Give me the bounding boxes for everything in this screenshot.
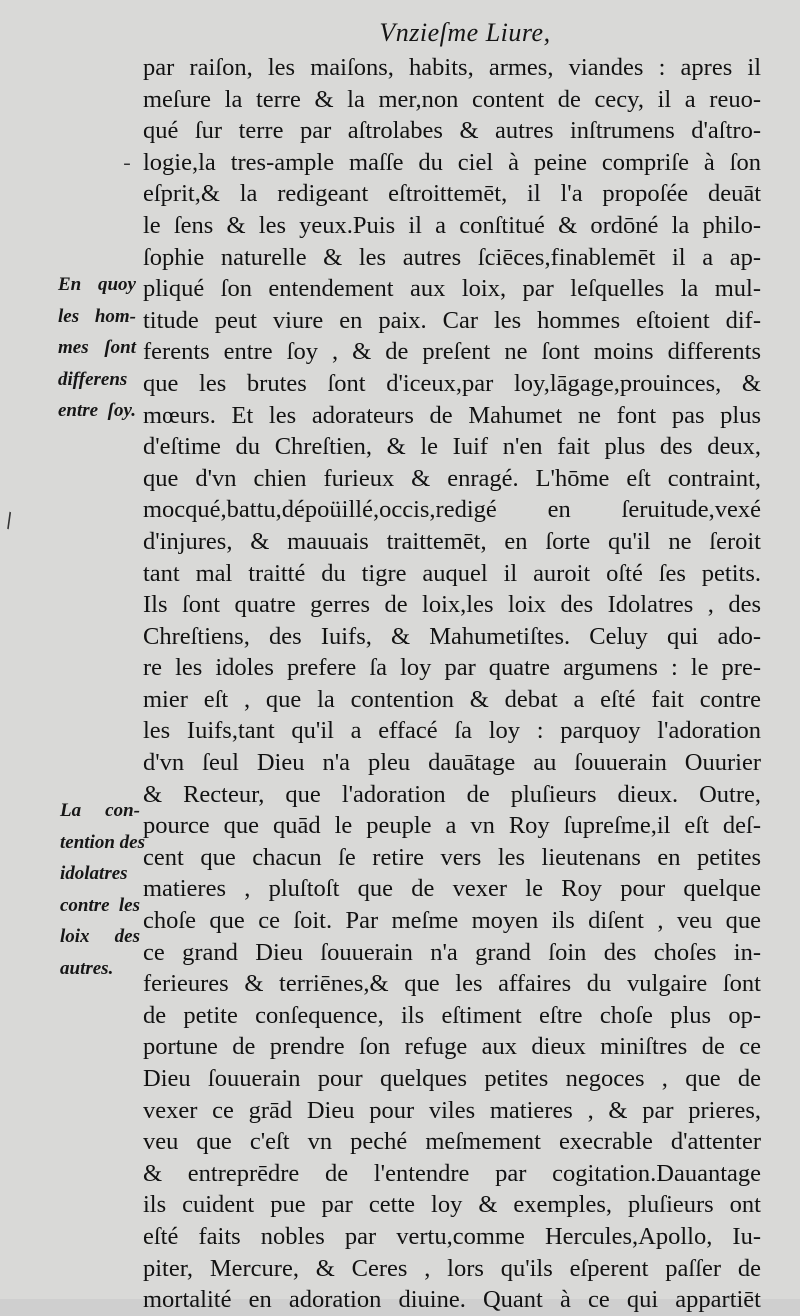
text-line: re les idoles prefere ſa loy par quatre argumens : le pre- <box>143 654 761 682</box>
margin-note-line: autres. <box>60 957 114 979</box>
margin-note-line: mes ſont <box>58 337 136 359</box>
text-line: tant mal traitté du tigre auquel il auroit oſté ſes petits. <box>143 559 761 587</box>
text-line: eſté faits nobles par vertu,comme Hercules,Apollo, Iu- <box>143 1222 761 1250</box>
margin-note-line: tention des <box>60 831 145 853</box>
margin-note-2 <box>60 795 145 985</box>
text-line: de petite conſequence, ils eſtiment eſtre choſe plus op- <box>143 1001 761 1029</box>
text-line: par raiſon, les maiſons, habits, armes, viandes : apres il <box>143 54 761 81</box>
text-line: choſe que ce ſoit. Par meſme moyen ils diſent , veu que <box>143 907 761 935</box>
text-line: cent que chacun ſe retire vers les lieutenans en petites <box>143 843 761 871</box>
text-line: que les brutes ſont d'iceux,par loy,lāgage,prouinces, & <box>143 369 761 397</box>
text-line: veu que c'eſt vn peché meſmement execrable d'attenter <box>143 1128 761 1156</box>
text-line: matieres , pluſtoſt que de vexer le Roy pour quelque <box>143 875 761 903</box>
text-line: ils cuident pue par cette loy & exemples, pluſieurs ont <box>143 1191 761 1219</box>
text-line: Ils ſont quatre gerres de loix,les loix des Idolatres , des <box>143 591 761 619</box>
text-line: ferieures & terriēnes,& que les affaires du vulgaire ſont <box>143 970 761 998</box>
margin-note-line: les hom- <box>58 305 136 327</box>
margin-note-line: loix des <box>60 926 140 948</box>
text-line: mocqué,battu,dépoüillé,occis,redigé en ſeruitude,vexé <box>143 496 761 524</box>
text-line: mortalité en adoration diuine. Quant à ce qui appartiēt <box>143 1286 761 1314</box>
text-line: mier eſt , que la contention & debat a eſté fait contre <box>143 685 761 713</box>
ink-mark-icon: \ <box>1 507 18 533</box>
running-title: Vnzieſme Liure, <box>379 18 551 47</box>
text-line: que d'vn chien furieux & enragé. L'hōme eſt contraint, <box>143 464 761 492</box>
text-line: logie,la tres-ample maſſe du ciel à peine compriſe à ſon <box>143 148 761 176</box>
margin-note-line: idolatres <box>60 863 128 885</box>
text-line: ce grand Dieu ſouuerain n'a grand ſoin des choſes in- <box>143 938 761 966</box>
text-line: ferents entre ſoy , & de preſent ne ſont moins differents <box>143 338 761 366</box>
text-line: mœurs. Et les adorateurs de Mahumet ne font pas plus <box>143 401 761 429</box>
text-line: portune de prendre ſon refuge aux dieux miniſtres de ce <box>143 1033 761 1061</box>
margin-note-line: entre ſoy. <box>58 400 136 422</box>
text-line: pource que quād le peuple a vn Roy ſupreſme,il eſt deſ- <box>143 812 761 840</box>
ink-mark-icon: ˉ <box>122 160 132 184</box>
text-line: d'eſtime du Chreſtien, & le Iuif n'en fait plus des deux, <box>143 433 761 461</box>
margin-note-line: En quoy <box>58 274 136 295</box>
text-line: vexer ce grād Dieu pour viles matieres , & par prieres, <box>143 1096 761 1124</box>
text-line: Chreſtiens, des Iuifs, & Mahumetiſtes. Celuy qui ado- <box>143 622 761 650</box>
text-line: & entreprēdre de l'entendre par cogitation.Dauantage <box>143 1159 761 1187</box>
text-line: piter, Mercure, & Ceres , lors qu'ils eſperent paſſer de <box>143 1254 761 1282</box>
text-line: meſure la terre & la mer,non content de cecy, il a reuo- <box>143 85 761 113</box>
text-line: qué ſur terre par aſtrolabes & autres inſtrumens d'aſtro- <box>143 117 761 145</box>
margin-note-line: contre les <box>60 894 140 916</box>
margin-note-line: differens <box>58 368 128 390</box>
text-line: d'vn ſeul Dieu n'a pleu dauātage au ſouuerain Ouurier <box>143 749 761 777</box>
margin-note-line: La con- <box>60 800 140 821</box>
text-line: eſprit,& la redigeant eſtroittemēt, il l'a propoſée deuāt <box>143 180 761 208</box>
text-line: titude peut viure en paix. Car les hommes eſtoient dif- <box>143 306 761 334</box>
text-line: les Iuifs,tant qu'il a effacé ſa loy : parquoy l'adoration <box>143 717 761 745</box>
text-line: Dieu ſouuerain pour quelques petites negoces , que de <box>143 1065 761 1092</box>
text-line: le ſens & les yeux.Puis il a conſtitué & ordōné la philo- <box>143 211 761 239</box>
text-line: ſophie naturelle & les autres ſciēces,finablemēt il a ap- <box>143 243 761 271</box>
text-line: pliqué ſon entendement aux loix, par leſquelles la mul- <box>143 275 761 303</box>
main-text-block <box>143 52 761 1316</box>
text-line: & Recteur, que l'adoration de pluſieurs dieux. Outre, <box>143 780 761 808</box>
text-line: d'injures, & mauuais traittemēt, en ſorte qu'il ne ſeroit <box>143 527 761 555</box>
margin-note-1 <box>58 269 136 427</box>
